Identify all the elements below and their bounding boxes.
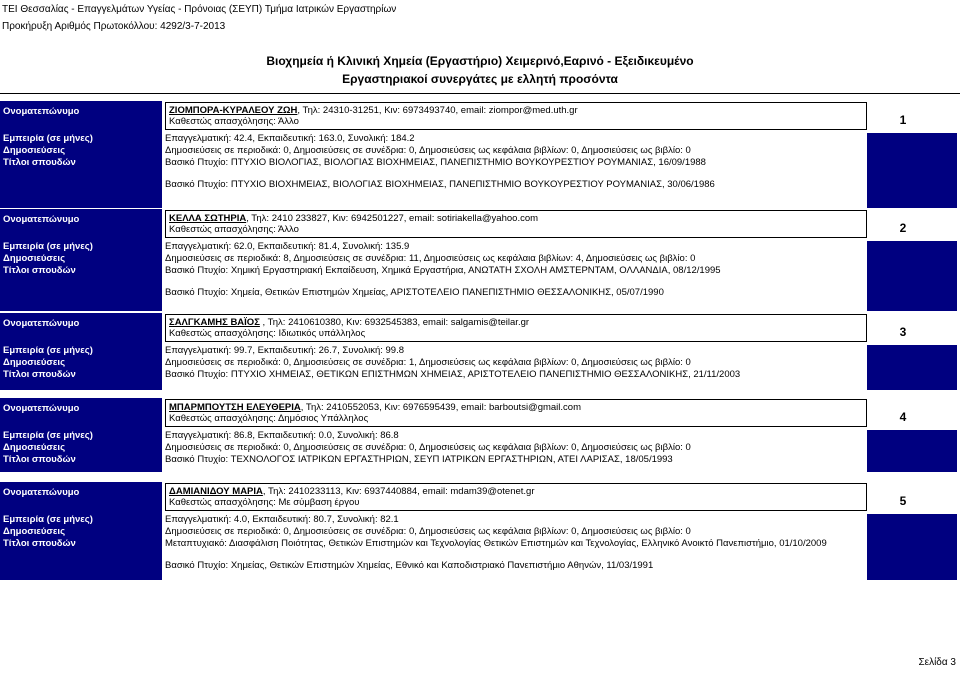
- candidate-contact: , Τηλ: 2410552053, Κιν: 6976595439, email: barboutsi@gmail.com: [300, 402, 581, 413]
- label-publications: Δημοσιεύσεις: [3, 442, 66, 453]
- label-degrees: Τίτλοι σπουδών: [3, 454, 76, 465]
- employment-status: Καθεστώς απασχόλησης: Δημόσιος Υπάλληλος: [169, 413, 369, 424]
- name-cell: [165, 483, 867, 511]
- candidate-contact: , Τηλ: 24310-31251, Κιν: 6973493740, email: ziompor@med.uth.gr: [297, 105, 578, 116]
- candidate-record: [0, 482, 957, 580]
- experience-value: Επαγγελματική: 99.7, Εκπαιδευτική: 26.7, Συνολική: 99.8: [165, 345, 865, 357]
- name-cell: [165, 314, 867, 342]
- name-cell: [165, 210, 867, 238]
- label-experience: Εμπειρία (σε μήνες): [3, 514, 93, 525]
- label-name: Ονοματεπώνυμο: [3, 318, 80, 329]
- degree-primary: Μεταπτυχιακό: Διασφάλιση Ποιότητας, Θετικών Επιστημών και Τεχνολογίας Θετικών Επιστημών και Τεχνολογίας, Ελληνικό Ανοικτό Πανεπιστήμιο, 01/10/2009: [165, 538, 865, 550]
- experience-value: Επαγγελματική: 42.4, Εκπαιδευτική: 163.0, Συνολική: 184.2: [165, 133, 865, 145]
- candidate-record: [0, 398, 957, 472]
- degree-secondary: Βασικό Πτυχίο: Χημεία, Θετικών Επιστημών Χημείας, ΑΡΙΣΤΟΤΕΛΕΙΟ ΠΑΝΕΠΙΣΤΗΜΙΟ ΘΕΣΣΑΛΟΝΙΚΗΣ, 05/07/1990: [165, 287, 865, 299]
- experience-value: Επαγγελματική: 62.0, Εκπαιδευτική: 81.4, Συνολική: 135.9: [165, 241, 865, 253]
- candidate-contact: , Τηλ: 2410610380, Κιν: 6932545383, email: salgamis@teilar.gr: [259, 317, 530, 328]
- degree-secondary: Βασικό Πτυχίο: ΠΤΥΧΙΟ ΒΙΟΧΗΜΕΙΑΣ, ΒΙΟΛΟΓΙΑΣ ΒΙΟΧΗΜΕΙΑΣ, ΠΑΝΕΠΙΣΤΗΜΙΟ ΒΟΥΚΟΥΡΕΣΤΙΟΥ ΡΟΥΜΑΝΙΑΣ, 30/06/1986: [165, 179, 865, 191]
- label-name: Ονοματεπώνυμο: [3, 214, 80, 225]
- employment-status: Καθεστώς απασχόλησης: Άλλο: [169, 224, 299, 235]
- degree-primary: Βασικό Πτυχίο: ΤΕΧΝΟΛΟΓΟΣ ΙΑΤΡΙΚΩΝ ΕΡΓΑΣΤΗΡΙΩΝ, ΣΕΥΠ ΙΑΤΡΙΚΩΝ ΕΡΓΑΣΤΗΡΙΩΝ, ΑΤΕΙ ΛΑΡΙΣΑΣ, 18/05/1993: [165, 454, 865, 466]
- publications-value: Δημοσιεύσεις σε περιοδικά: 0, Δημοσιεύσεις σε συνέδρια: 0, Δημοσιεύσεις ως κεφάλαια βιβλίων: 0, Δημοσιεύσεις ως βιβλίο: 0: [165, 442, 865, 454]
- candidate-record: [0, 209, 957, 311]
- candidate-record: [0, 313, 957, 390]
- degree-secondary: Βασικό Πτυχίο: Χημείας, Θετικών Επιστημών Χημείας, Εθνικό και Καποδιστριακό Πανεπιστήμιο Αθηνών, 11/03/1991: [165, 560, 865, 572]
- employment-status: Καθεστώς απασχόλησης: Με σύμβαση έργου: [169, 497, 360, 508]
- name-cell: [165, 102, 867, 130]
- page-title: Βιοχημεία ή Κλινική Χημεία (Εργαστήριο) Χειμερινό,Εαρινό - Εξειδικευμένο: [266, 54, 694, 68]
- label-publications: Δημοσιεύσεις: [3, 526, 66, 537]
- label-degrees: Τίτλοι σπουδών: [3, 538, 76, 549]
- institution-line: ΤΕΙ Θεσσαλίας - Επαγγελμάτων Υγείας - Πρόνοιας (ΣΕΥΠ) Τμήμα Ιατρικών Εργαστηρίων: [2, 4, 397, 15]
- candidate-rank: 3: [893, 325, 913, 339]
- label-publications: Δημοσιεύσεις: [3, 145, 66, 156]
- announcement-line: Προκήρυξη Αριθμός Πρωτοκόλλου: 4292/3-7-2013: [2, 21, 226, 32]
- candidate-rank: 4: [893, 410, 913, 424]
- publications-value: Δημοσιεύσεις σε περιοδικά: 0, Δημοσιεύσεις σε συνέδρια: 0, Δημοσιεύσεις ως κεφάλαια βιβλίων: 0, Δημοσιεύσεις ως βιβλίο: 0: [165, 526, 865, 538]
- label-name: Ονοματεπώνυμο: [3, 487, 80, 498]
- candidate-record: [0, 101, 957, 208]
- employment-status: Καθεστώς απασχόλησης: Ιδιωτικός υπάλληλος: [169, 328, 366, 339]
- page-subtitle: Εργαστηριακοί συνεργάτες με ελλητή προσόντα: [342, 72, 618, 86]
- label-degrees: Τίτλοι σπουδών: [3, 265, 76, 276]
- experience-value: Επαγγελματική: 86.8, Εκπαιδευτική: 0.0, Συνολική: 86.8: [165, 430, 865, 442]
- employment-status: Καθεστώς απασχόλησης: Άλλο: [169, 116, 299, 127]
- label-degrees: Τίτλοι σπουδών: [3, 157, 76, 168]
- candidate-name: ΔΑΜΙΑΝΙΔΟΥ ΜΑΡΙΑ: [169, 486, 263, 497]
- candidate-name: ΚΕΛΛΑ ΣΩΤΗΡΙΑ: [169, 213, 247, 224]
- publications-value: Δημοσιεύσεις σε περιοδικά: 0, Δημοσιεύσεις σε συνέδρια: 1, Δημοσιεύσεις ως κεφάλαια βιβλίων: 0, Δημοσιεύσεις ως βιβλίο: 0: [165, 357, 865, 369]
- candidate-name: ΜΠΑΡΜΠΟΥΤΣΗ ΕΛΕΥΘΕΡΙΑ: [169, 402, 301, 413]
- label-publications: Δημοσιεύσεις: [3, 357, 66, 368]
- label-experience: Εμπειρία (σε μήνες): [3, 345, 93, 356]
- candidate-rank: 2: [893, 221, 913, 235]
- label-experience: Εμπειρία (σε μήνες): [3, 241, 93, 252]
- label-name: Ονοματεπώνυμο: [3, 106, 80, 117]
- candidate-rank: 5: [893, 494, 913, 508]
- label-experience: Εμπειρία (σε μήνες): [3, 430, 93, 441]
- candidate-rank: 1: [893, 113, 913, 127]
- candidate-contact: , Τηλ: 2410233113, Κιν: 6937440884, email: mdam39@otenet.gr: [262, 486, 535, 497]
- degree-primary: Βασικό Πτυχίο: Χημική Εργαστηριακή Εκπαίδευση, Χημικά Εργαστήρια, ΑΝΩΤΑΤΗ ΣΧΟΛΗ ΑΜΣΤΕΡΝΤΑΜ, ΟΛΛΑΝΔΙΑ, 08/12/1995: [165, 265, 865, 277]
- degree-primary: Βασικό Πτυχίο: ΠΤΥΧΙΟ ΒΙΟΛΟΓΙΑΣ, ΒΙΟΛΟΓΙΑΣ ΒΙΟΧΗΜΕΙΑΣ, ΠΑΝΕΠΙΣΤΗΜΙΟ ΒΟΥΚΟΥΡΕΣΤΙΟΥ ΡΟΥΜΑΝΙΑΣ, 16/09/1988: [165, 157, 865, 169]
- divider: [0, 93, 960, 94]
- candidate-name: ΣΑΛΓΚΑΜΗΣ ΒΑΪΟΣ: [169, 317, 260, 328]
- publications-value: Δημοσιεύσεις σε περιοδικά: 8, Δημοσιεύσεις σε συνέδρια: 11, Δημοσιεύσεις ως κεφάλαια βιβλίων: 4, Δημοσιεύσεις ως βιβλίο: 0: [165, 253, 865, 265]
- label-experience: Εμπειρία (σε μήνες): [3, 133, 93, 144]
- candidate-contact: , Τηλ: 2410 233827, Κιν: 6942501227, email: sotiriakella@yahoo.com: [246, 213, 539, 224]
- name-cell: [165, 399, 867, 427]
- label-name: Ονοματεπώνυμο: [3, 403, 80, 414]
- experience-value: Επαγγελματική: 4.0, Εκπαιδευτική: 80.7, Συνολική: 82.1: [165, 514, 865, 526]
- label-degrees: Τίτλοι σπουδών: [3, 369, 76, 380]
- candidate-name: ΖΙΟΜΠΟΡΑ-ΚΥΡΑΛΕΟΥ ΖΩΗ: [169, 105, 298, 116]
- degree-primary: Βασικό Πτυχίο: ΠΤΥΧΙΟ ΧΗΜΕΙΑΣ, ΘΕΤΙΚΩΝ ΕΠΙΣΤΗΜΩΝ ΧΗΜΕΙΑΣ, ΑΡΙΣΤΟΤΕΛΕΙΟ ΠΑΝΕΠΙΣΤΗΜΙΟ ΘΕΣΣΑΛΟΝΙΚΗΣ, 21/11/2003: [165, 369, 865, 381]
- publications-value: Δημοσιεύσεις σε περιοδικά: 0, Δημοσιεύσεις σε συνέδρια: 0, Δημοσιεύσεις ως κεφάλαια βιβλίων: 0, Δημοσιεύσεις ως βιβλίο: 0: [165, 145, 865, 157]
- page-number: Σελίδα 3: [918, 657, 956, 668]
- label-publications: Δημοσιεύσεις: [3, 253, 66, 264]
